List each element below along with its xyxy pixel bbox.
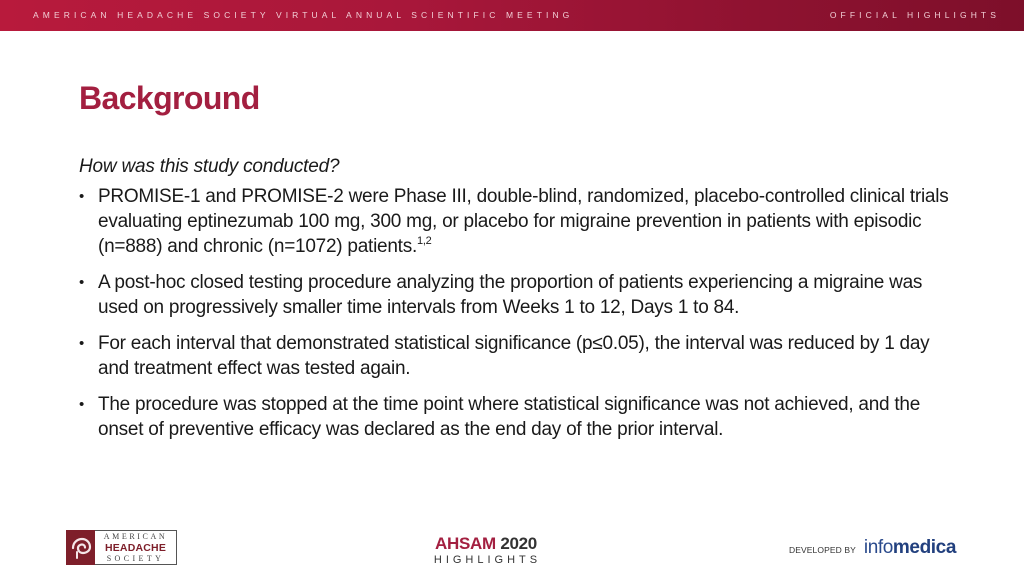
ahsam-year: 2020 (500, 534, 537, 553)
official-highlights-label: OFFICIAL HIGHLIGHTS (829, 10, 1000, 20)
bullet-text: A post-hoc closed testing procedure analyzing the proportion of patients experiencing a migraine was used on progressively smaller time intervals from Weeks 1 to 12, Days 1 to 84. (98, 272, 923, 318)
bullet-text: PROMISE-1 and PROMISE-2 were Phase III, double-blind, randomized, placebo-controlled clinical trials evaluating eptinezumab 100 mg, 300 mg, or placebo for migraine prevention in patients with episodic (n=888) and chronic (n=1072) patients. (98, 186, 949, 257)
slide-content (79, 156, 959, 453)
bullet-item (79, 270, 959, 320)
bullet-item (79, 184, 959, 259)
ahsam-red-text: AHSAM (435, 534, 496, 553)
citation-superscript: 1,2 (417, 235, 432, 247)
ahs-logo-line3: SOCIETY (106, 553, 165, 563)
bullet-icon: • (79, 396, 85, 413)
bullet-text: The procedure was stopped at the time point where statistical significance was not achieved, and the onset of preventive efficacy was declared as the end day of the prior interval. (98, 394, 921, 440)
ahs-logo-line1: AMERICAN (103, 531, 168, 541)
developer-credit (789, 537, 956, 559)
bullet-icon: • (79, 274, 85, 291)
meeting-title: AMERICAN HEADACHE SOCIETY VIRTUAL ANNUAL SCIENTIFIC MEETING (33, 10, 574, 20)
bullet-item (79, 331, 959, 381)
bullet-list (79, 184, 959, 442)
bullet-icon: • (79, 188, 85, 205)
ahs-logo-wordmark (95, 530, 177, 565)
developed-by-label: DEVELOPED BY (789, 545, 856, 555)
header-bar (0, 0, 1024, 31)
section-question: How was this study conducted? (79, 156, 340, 177)
infomedica-logo-bold: medica (892, 537, 957, 558)
infomedica-logo-light: info (863, 537, 893, 558)
ahs-logo (66, 530, 177, 565)
ahsam-logo (426, 535, 546, 567)
ahsam-highlights-label: HIGHLIGHTS (433, 554, 542, 566)
bullet-item (79, 392, 959, 442)
bullet-icon: • (79, 335, 85, 352)
head-spiral-icon (66, 530, 95, 565)
bullet-text: For each interval that demonstrated statistical significance (p≤0.05), the interval was reduced by 1 day and treatment effect was tested again. (98, 333, 930, 379)
page-title: Background (79, 80, 260, 116)
ahs-logo-line2: HEADACHE (104, 541, 167, 554)
ahsam-wordmark (426, 535, 546, 553)
